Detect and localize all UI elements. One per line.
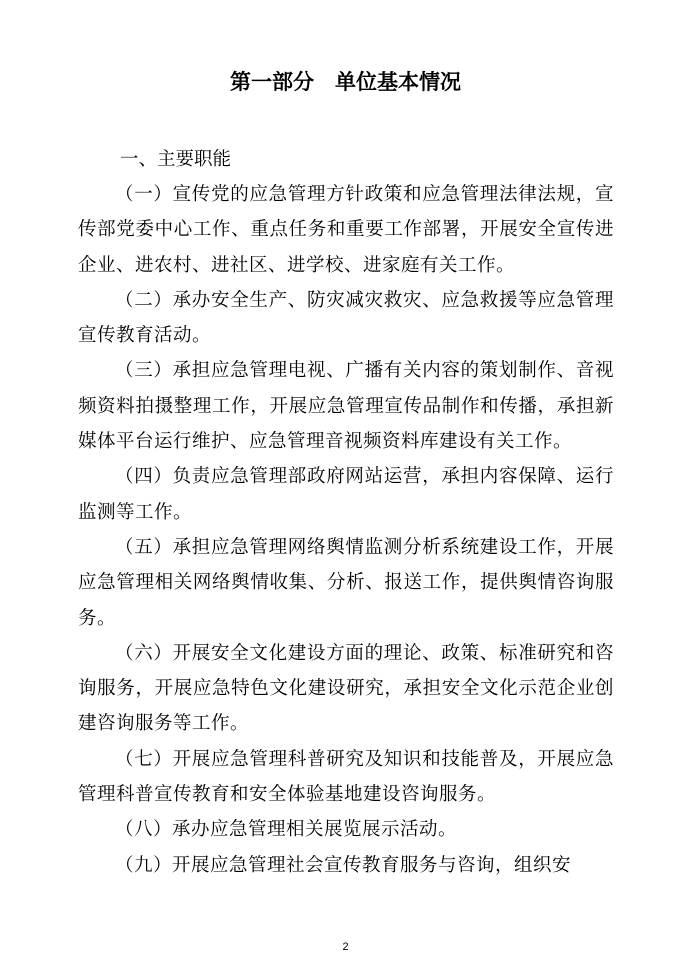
paragraph-6: （六）开展安全文化建设方面的理论、政策、标准研究和咨询服务，开展应急特色文化建设研究，承担安全文化示范企业创建咨询服务等工作。 <box>78 642 614 735</box>
paragraph-2: （二）承办安全生产、防灾减灾救灾、应急救援等应急管理宣传教育活动。 <box>78 289 614 347</box>
page-number: 2 <box>342 941 349 953</box>
paragraph-5: （五）承担应急管理网络舆情监测分析系统建设工作，开展应急管理相关网络舆情收集、分析、报送工作，提供舆情咨询服务。 <box>78 536 614 629</box>
paragraph-3: （三）承担应急管理电视、广播有关内容的策划制作、音视频资料拍摄整理工作，开展应急管理宣传品制作和传播，承担新媒体平台运行维护、应急管理音视频资料库建设有关工作。 <box>78 360 614 453</box>
paragraph-7: （七）开展应急管理科普研究及知识和技能普及，开展应急管理科普宣传教育和安全体验基地建设咨询服务。 <box>78 748 614 806</box>
section-heading: 一、主要职能 <box>120 149 232 170</box>
paragraph-1: （一）宣传党的应急管理方针政策和应急管理法律法规，宣传部党委中心工作、重点任务和重要工作部署，开展安全宣传进企业、进农村、进社区、进学校、进家庭有关工作。 <box>78 184 614 276</box>
page-title: 第一部分 单位基本情况 <box>230 70 461 94</box>
paragraph-4: （四）负责应急管理部政府网站运营，承担内容保障、运行监测等工作。 <box>78 466 614 523</box>
document-body <box>78 177 614 883</box>
paragraph-9: （九）开展应急管理社会宣传教育服务与咨询，组织安 <box>115 854 572 876</box>
paragraph-8: （八）承办应急管理相关展览展示活动。 <box>115 819 458 841</box>
